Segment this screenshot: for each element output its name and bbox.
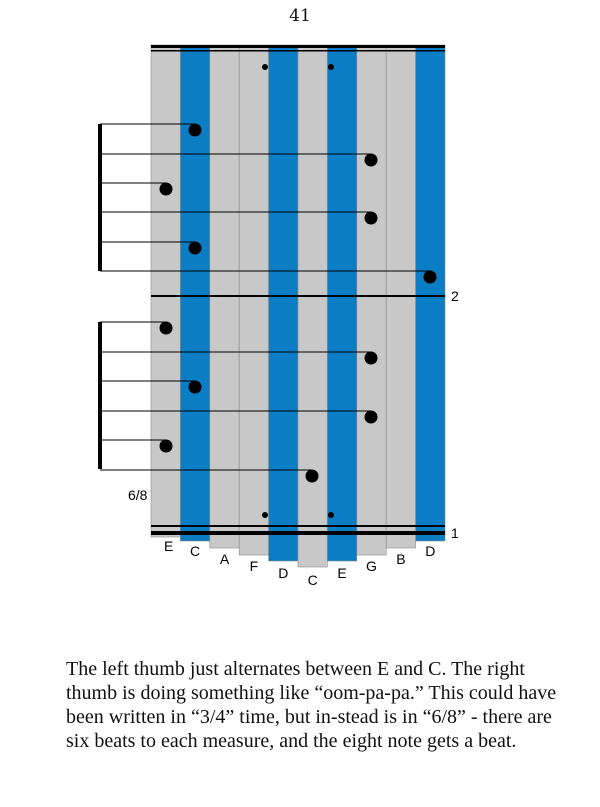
tine-note-label: D <box>278 565 289 581</box>
note-dot <box>189 381 202 394</box>
note-dot <box>189 242 202 255</box>
tine-3 <box>239 45 268 555</box>
tine-4 <box>269 45 298 561</box>
tine-note-label: B <box>396 551 406 567</box>
measure-line-2 <box>151 295 445 297</box>
tine-note-label: E <box>337 565 347 581</box>
note-dot <box>424 271 437 284</box>
rest-dot <box>262 512 268 518</box>
note-dot <box>365 212 378 225</box>
left-bracket-upper <box>98 124 102 271</box>
tine-0 <box>151 45 180 537</box>
note-dot <box>160 440 173 453</box>
measure-number-1: 1 <box>451 525 459 541</box>
tine-note-label: D <box>425 543 436 559</box>
note-dot <box>306 470 319 483</box>
tine-9 <box>416 45 445 541</box>
tine-note-label: C <box>307 572 318 588</box>
note-dot <box>365 411 378 424</box>
tine-note-label: E <box>164 538 174 554</box>
tine-7 <box>357 45 386 555</box>
tine-note-label: G <box>366 558 377 574</box>
note-dot <box>160 183 173 196</box>
tine-note-label: A <box>219 551 230 567</box>
tine-6 <box>327 45 356 561</box>
measure-number-2: 2 <box>451 288 459 304</box>
tine-note-label: C <box>190 543 201 559</box>
page-number: 41 <box>289 6 311 26</box>
note-dot <box>160 322 173 335</box>
tine-5 <box>298 45 327 567</box>
tine-1 <box>180 45 209 541</box>
tine-note-label: F <box>249 558 259 574</box>
rest-dot <box>328 512 334 518</box>
bottom-bar-line-thick <box>151 531 445 535</box>
note-dot <box>365 154 378 167</box>
note-dot <box>365 352 378 365</box>
rest-dot <box>262 64 268 70</box>
rest-dot <box>328 64 334 70</box>
bottom-bar-line <box>151 525 445 527</box>
note-dot <box>189 124 202 137</box>
top-bar-line-thin <box>151 50 445 52</box>
caption-text: The left thumb just alternates between E and C. The right thumb is doing something like “oom-pa-pa.” This could have been written in “3/4” time, but in-stead is in “6/8” - there are six beats to each measure, and the eight note gets a beat. <box>66 658 557 752</box>
left-bracket-lower <box>98 322 102 469</box>
top-bar-line <box>151 45 445 48</box>
time-signature: 6/8 <box>128 487 148 503</box>
